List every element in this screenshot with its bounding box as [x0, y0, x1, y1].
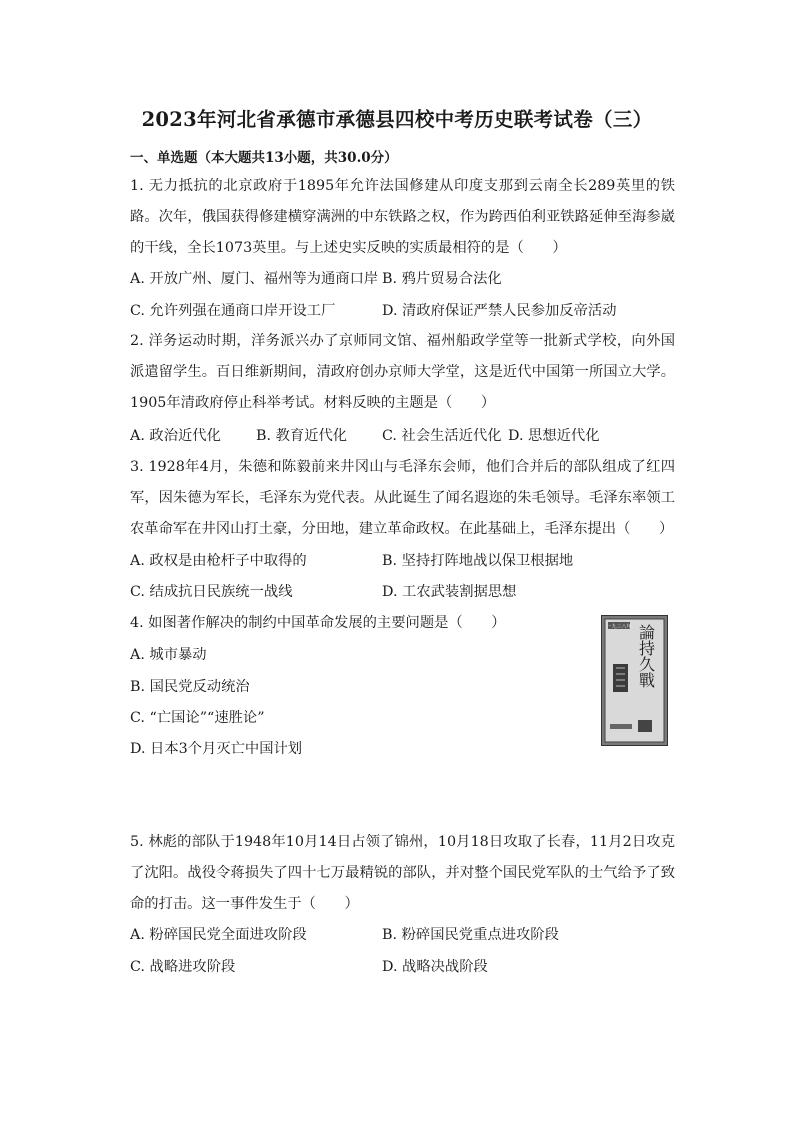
q3-option-d: D. 工农武装割据思想 [382, 584, 517, 600]
q4-option-a: A. 城市暴动 [130, 647, 207, 663]
q3-option-c: C. 结成抗日民族统一战线 [130, 584, 293, 600]
book-cover-art [602, 616, 667, 745]
question-5-stem: 5. 林彪的部队于1948年10月14日占领了锦州，10月18日攻取了长春，11月2日攻克了沈阳。战役令蒋损失了四十七万最精锐的部队，并对整个国民党军队的士气给予了致命的打击。这一事件发生于（ ） [130, 834, 675, 912]
section-heading: 一、单选题（本大题共13小题，共30.0分） [130, 150, 398, 166]
q5-option-c: C. 战略进攻阶段 [130, 959, 236, 975]
q1-option-c: C. 允许列强在通商口岸开设工厂 [130, 303, 336, 319]
q3-option-a: A. 政权是由枪杆子中取得的 [130, 553, 307, 569]
q2-option-b: B. 教育近代化 [256, 428, 348, 444]
q4-option-c: C. “亡国论”“速胜论” [130, 710, 265, 726]
q2-option-c: C. 社会生活近代化 [382, 428, 502, 444]
question-1-stem: 1. 无力抵抗的北京政府于1895年允许法国修建从印度支那到云南全长289英里的铁路。次年，俄国获得修建横穿满洲的中东铁路之权，作为跨西伯利亚铁路延伸至海参崴的干线，全长1073英里。与上述史实反映的实质最相符的是（ ） [130, 178, 675, 256]
cover-title-calligraphy: 論持久戰 [636, 624, 656, 688]
q5-option-a: A. 粉碎国民党全面进攻阶段 [130, 927, 307, 943]
question-3-stem: 3. 1928年4月，朱德和陈毅前来井冈山与毛泽东会师，他们合并后的部队组成了红四军，因朱德为军长，毛泽东为党代表。从此诞生了闻名遐迩的朱毛领导。毛泽东率领工农革命军在井冈山打土豪，分田地，建立革命政权。在此基础上，毛泽东提出（ ） [130, 459, 675, 537]
q1-option-d: D. 清政府保证严禁人民参加反帝活动 [382, 303, 617, 319]
q3-option-b: B. 坚持打阵地战以保卫根据地 [382, 553, 574, 569]
q4-option-d: D. 日本3个月灭亡中国计划 [130, 741, 303, 757]
q1-option-b: B. 鸦片贸易合法化 [382, 271, 502, 287]
q5-option-d: D. 战略决战阶段 [382, 959, 488, 975]
book-cover-image [601, 615, 668, 746]
q1-option-a: A. 开放广州、厦门、福州等为通商口岸 [130, 271, 379, 287]
question-4-stem: 4. 如图著作解决的制约中国革命发展的主要问题是（ ） [130, 615, 506, 631]
q2-option-d: D. 思想近代化 [508, 428, 600, 444]
exam-title: 2023年河北省承德市承德县四校中考历史联考试卷（三） [141, 108, 653, 131]
q4-option-b: B. 国民党反动统治 [130, 679, 250, 695]
q5-option-b: B. 粉碎国民党重点进攻阶段 [382, 927, 559, 943]
question-2-stem: 2. 洋务运动时期，洋务派兴办了京师同文馆、福州船政学堂等一批新式学校，向外国派遣留学生。百日维新期间，清政府创办京师大学堂，这是近代中国第一所国立大学。1905年清政府停止科举考试。材料反映的主题是（ ） [130, 333, 675, 411]
cover-small-label: 一九三八年 [606, 624, 632, 630]
q2-option-a: A. 政治近代化 [130, 428, 221, 444]
